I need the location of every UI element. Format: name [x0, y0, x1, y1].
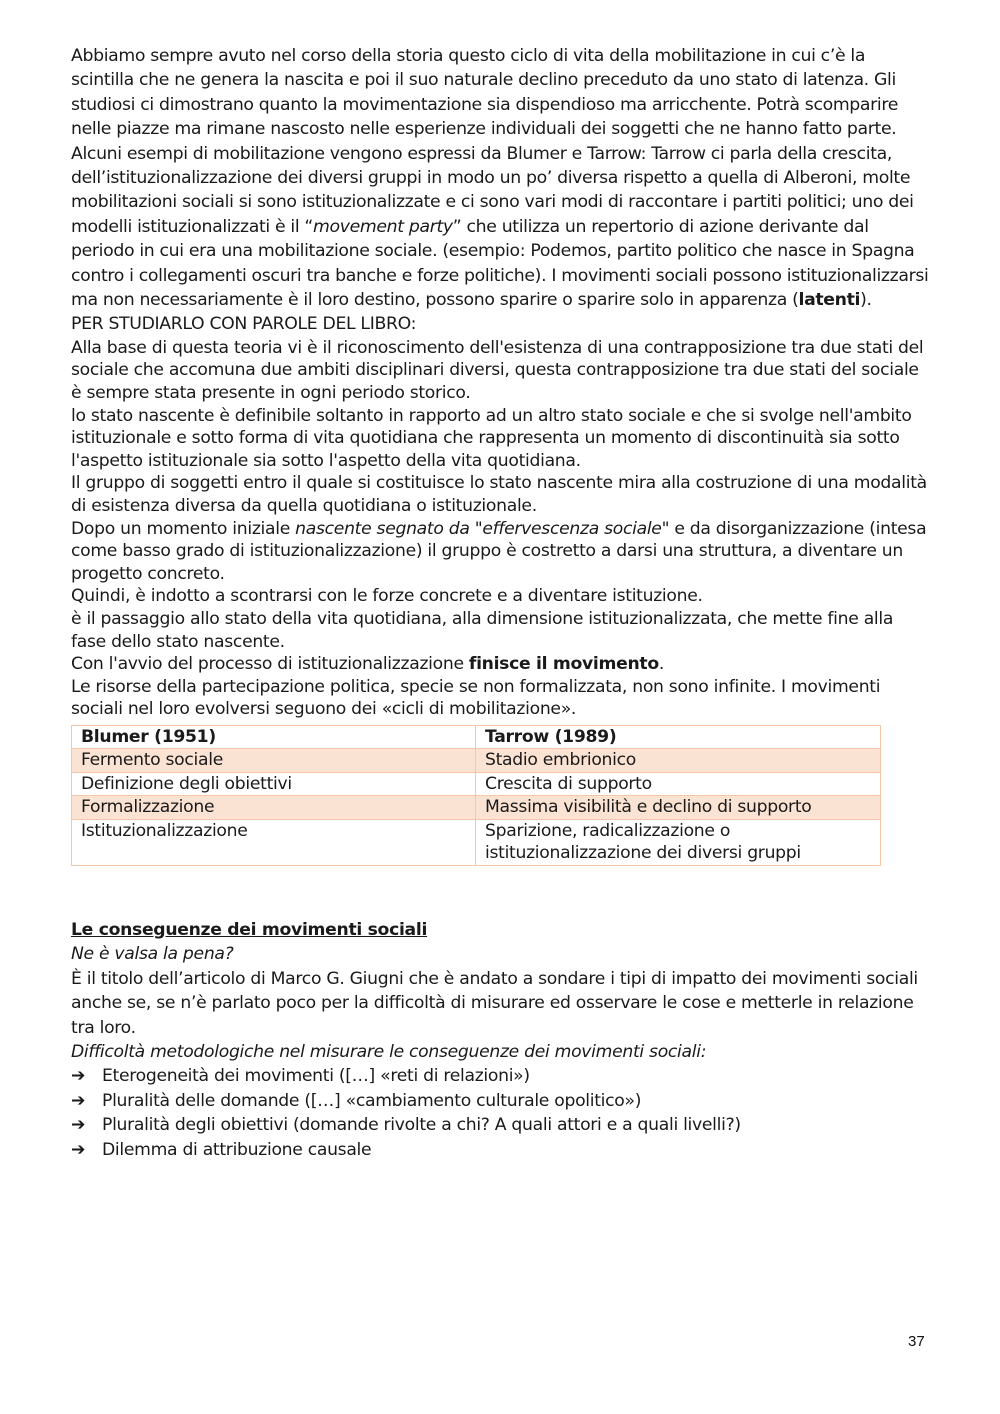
term-movement-party: movement party: [313, 216, 453, 237]
text-span: Alcuni esempi di mobilitazione vengono espressi da Blumer e Tarrow: Tarrow ci parla della crescita, dell’istituzionalizzazione dei diversi gruppi in modo un po’ diversa rispetto a quella di Alberoni, molte mobilitazioni sociali si sono istituzionalizzate e ci sono vari modi di raccontare i partiti politici; uno dei modelli istituzionalizzati è il “: [71, 143, 914, 237]
list-item-text: Pluralità degli obiettivi (domande rivolte a chi? A quali attori e a quali livelli?): [102, 1115, 741, 1136]
term-latenti: latenti: [798, 290, 861, 311]
text-span: ” che utilizza un repertorio di azione derivante dal periodo in cui era una mobilitazione sociale. (esempio: Podemos, partito politico che nasce in Spagna contro i collegamenti oscuri tra banche e forze politiche). I movimenti sociali possono istituzionalizzarsi ma non necessariamente è il loro destino, possono sparire o sparire solo in apparenza (: [71, 216, 929, 311]
text-span: .: [658, 654, 665, 675]
table-cell: Formalizzazione: [72, 796, 476, 820]
subtitle-text: Ne è valsa la pena?: [71, 944, 234, 965]
arrow-right-icon: ➔: [71, 1139, 86, 1160]
arrow-right-icon: ➔: [71, 1090, 86, 1111]
table-row: [72, 819, 881, 865]
table-cell: Fermento sociale: [72, 749, 476, 773]
list-item: [71, 1113, 933, 1137]
table-cell: Crescita di supporto: [476, 772, 881, 796]
intro-block: [71, 44, 933, 337]
book-paragraph-1: Alla base di questa teoria vi è il riconoscimento dell'esistenza di una contrapposizione tra due stati del sociale che accomuna due ambiti disciplinari diversi, questa contrapposizione tra due stati del sociale è sempre stata presente in ogni periodo storico.: [71, 337, 924, 404]
intro-paragraph-2: [71, 142, 933, 313]
book-paragraph-7: [71, 653, 933, 676]
book-paragraph-3: Il gruppo di soggetti entro il quale si costituisce lo stato nascente mira alla costruzione di una modalità di esistenza diversa da quella quotidiana o istituzionale.: [71, 473, 927, 517]
book-paragraph-5: Quindi, è indotto a scontrarsi con le forze concrete e a diventare istituzione.: [71, 586, 703, 607]
text-span: ).: [860, 290, 872, 311]
strong-text: finisce il movimento: [468, 654, 659, 675]
table-header-tarrow: Tarrow (1989): [476, 725, 881, 749]
emphasis-text: nascente segnato da "effervescenza sociale: [295, 518, 662, 539]
book-block: [71, 337, 933, 721]
list-item: [71, 1064, 933, 1088]
text-span: " e da disorganizzazione (intesa come basso grado di istituzionalizzazione) il gruppo è costretto a darsi una struttura, a diventare un progetto concreto.: [71, 518, 927, 584]
text-span: Dopo un momento iniziale: [71, 518, 296, 539]
text-span: Con l'avvio del processo di istituzionalizzazione: [71, 654, 469, 675]
arrow-right-icon: ➔: [71, 1115, 86, 1136]
table-cell: Massima visibilità e declino di supporto: [476, 796, 881, 820]
book-paragraph-4: [71, 518, 933, 586]
consequences-section: [71, 918, 933, 1162]
list-item: [71, 1089, 933, 1113]
section-title: Le conseguenze dei movimenti sociali: [71, 919, 428, 940]
table-cell: Istituzionalizzazione: [72, 819, 476, 865]
book-paragraph-2: lo stato nascente è definibile soltanto in rapporto ad un altro stato sociale e che si svolge nell'ambito istituzionale e sotto forma di vita quotidiana che rappresenta un momento di discontinuità sia sotto l'aspetto istituzionale sia sotto l'aspetto della vita quotidiana.: [71, 405, 912, 471]
table-header-row: [72, 725, 881, 749]
table-header-blumer: Blumer (1951): [72, 725, 476, 749]
list-item-text: Dilemma di attribuzione causale: [102, 1139, 372, 1160]
difficulties-label: [71, 1040, 933, 1064]
list-item-text: Eterogeneità dei movimenti ([…] «reti di relazioni»): [102, 1066, 530, 1087]
intro-paragraph-1: Abbiamo sempre avuto nel corso della storia questo ciclo di vita della mobilitazione in cui c’è la scintilla che ne genera la nascita e poi il suo naturale declino preceduto da uno stato di latenza. Gli studiosi ci dimostrano quanto la movimentazione sia dispendioso ma arricchente. Potrà scomparire nelle piazze ma rimane nascosto nelle esperienze individuali dei soggetti che ne hanno fatto parte.: [71, 46, 899, 140]
table-row: [72, 772, 881, 796]
section-body: È il titolo dell’articolo di Marco G. Giugni che è andato a sondare i tipi di impatto dei movimenti sociali anche se, se n’è parlato poco per la difficoltà di misurare ed osservare le cose e metterle in relazione tra loro.: [71, 968, 918, 1038]
arrow-right-icon: ➔: [71, 1066, 86, 1087]
page-number: 37: [908, 1333, 925, 1350]
table-cell: Sparizione, radicalizzazione o istituzionalizzazione dei diversi gruppi: [476, 819, 881, 865]
table-row: [72, 749, 881, 773]
table-cell: Stadio embrionico: [476, 749, 881, 773]
table-cell: Definizione degli obiettivi: [72, 772, 476, 796]
list-item: [71, 1138, 933, 1162]
list-item-text: Pluralità delle domande ([…] «cambiamento culturale opolitico»): [102, 1090, 642, 1111]
difficulties-list: [71, 1064, 933, 1162]
intro-paragraph-3: PER STUDIARLO CON PAROLE DEL LIBRO:: [71, 314, 417, 335]
document-page: [71, 44, 933, 1162]
difficulties-text: Difficoltà metodologiche nel misurare le conseguenze dei movimenti sociali:: [71, 1042, 707, 1062]
mobilization-cycles-table: [71, 725, 881, 866]
book-paragraph-6: è il passaggio allo stato della vita quotidiana, alla dimensione istituzionalizzata, che mette fine alla fase dello stato nascente.: [71, 609, 894, 652]
table-row: [72, 796, 881, 820]
section-subtitle: [71, 942, 933, 966]
book-paragraph-8: Le risorse della partecipazione politica, specie se non formalizzata, non sono infinite. I movimenti sociali nel loro evolversi seguono dei «cicli di mobilitazione».: [71, 676, 881, 720]
